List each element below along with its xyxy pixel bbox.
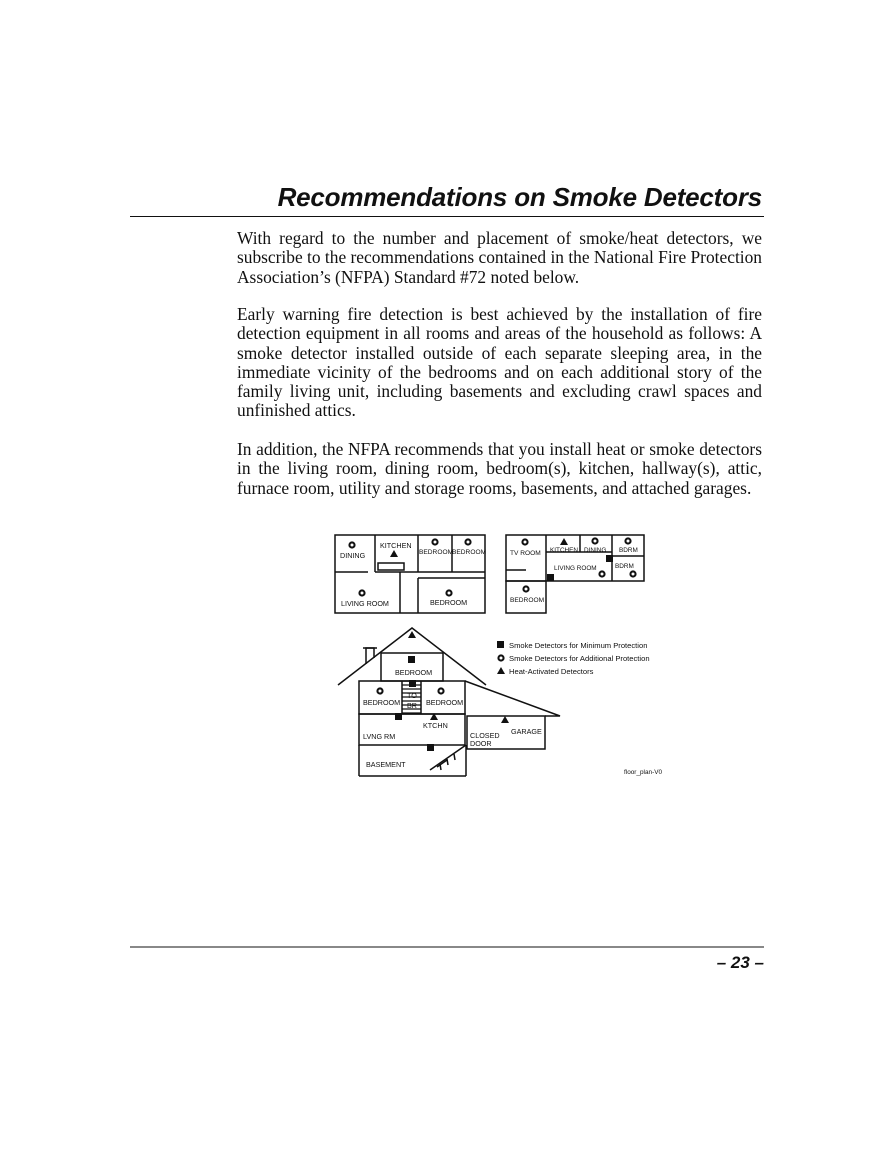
heat-detector-triangle [560, 538, 568, 545]
label-basement: BASEMENT [366, 760, 406, 769]
additional-detector-star [521, 538, 528, 545]
min-detector-square [409, 680, 416, 687]
legend-min-protection: Smoke Detectors for Minimum Protection [509, 641, 648, 650]
label-garage: GARAGE [511, 727, 542, 736]
additional-detector-star [464, 538, 471, 545]
legend-star-marker [497, 654, 504, 661]
label-kitchen: KITCHEN [380, 541, 412, 550]
legend-heat-activated: Heat-Activated Detectors [509, 667, 594, 676]
heat-detector-triangle [501, 716, 509, 723]
page-title: Recommendations on Smoke Detectors [277, 182, 762, 212]
additional-detector-star [598, 570, 605, 577]
floor-plan-figure [330, 530, 670, 790]
legend-square-marker [497, 641, 504, 648]
label-bedroom: BEDROOM [452, 549, 487, 556]
min-detector-square [606, 555, 613, 562]
label-bedroom: BEDROOM [510, 597, 545, 604]
additional-detector-star [629, 570, 636, 577]
additional-detector-star [437, 687, 444, 694]
label-kitchen: KITCHEN [550, 547, 579, 554]
heat-detector-triangle [408, 631, 416, 638]
additional-detector-star [431, 538, 438, 545]
label-dining: DINING [584, 547, 607, 554]
paragraph-3 [237, 440, 762, 498]
label-dining: DINING [340, 551, 366, 560]
additional-detector-star [358, 589, 365, 596]
paragraph-3-text: In addition, the NFPA recommends that you install heat or smoke detectors in the living room, dining room, bedroom(s), kitchen, hallway(s), attic, furnace room, utility and storage rooms, basements, and attached garages. [237, 439, 762, 498]
additional-detector-star [376, 687, 383, 694]
legend [497, 641, 650, 676]
footer-rule [130, 946, 764, 948]
additional-detector-star [522, 585, 529, 592]
label-bedroom: BEDROOM [419, 549, 454, 556]
min-detector-square [395, 713, 402, 720]
heat-detector-triangle [390, 550, 398, 557]
additional-detector-star [624, 537, 631, 544]
label-living-room: LIVING ROOM [341, 599, 389, 608]
label-bedroom: BEDROOM [363, 698, 401, 707]
label-closed: CLOSED [470, 731, 500, 740]
label-to: TO [407, 691, 417, 700]
additional-detector-star [591, 537, 598, 544]
label-bdrm: BDRM [619, 547, 638, 554]
paragraph-1-text: With regard to the number and placement of smoke/heat detectors, we subscribe to the recommendations contained in the National Fire Protection Association’s (NFPA) Standard #72 noted below. [237, 228, 762, 287]
label-living-room: LIVING ROOM [554, 565, 597, 572]
label-lvng-rm: LVNG RM [363, 732, 396, 741]
legend-additional-protection: Smoke Detectors for Additional Protection [509, 654, 650, 663]
paragraph-2 [237, 305, 762, 421]
min-detector-square [427, 744, 434, 751]
min-detector-square [547, 574, 554, 581]
figure-file-tag: floor_plan-V0 [624, 769, 663, 776]
page-number: – 23 – [716, 953, 764, 972]
label-br: BR [407, 701, 417, 710]
label-bdrm: BDRM [615, 563, 634, 570]
label-attic-bedroom: BEDROOM [395, 668, 433, 677]
min-detector-square [408, 656, 415, 663]
legend-triangle-marker [497, 667, 505, 674]
paragraph-1 [237, 229, 762, 287]
paragraph-2-text: Early warning fire detection is best achieved by the installation of fire detection equipment in all rooms and areas of the household as follows: A smoke detector installed outside of each separate sleeping area, in the immediate vicinity of the bedrooms and on each additional story of the family living unit, including basements and excluding crawl spaces and unfinished attics. [237, 304, 762, 421]
label-bedroom: BEDROOM [426, 698, 464, 707]
additional-detector-star [348, 541, 355, 548]
additional-detector-star [445, 589, 452, 596]
label-door: DOOR [470, 739, 492, 748]
label-bedroom: BEDROOM [430, 598, 468, 607]
label-tv-room: TV ROOM [510, 550, 541, 557]
label-ktchn: KTCHN [423, 721, 448, 730]
title-rule [130, 216, 764, 217]
